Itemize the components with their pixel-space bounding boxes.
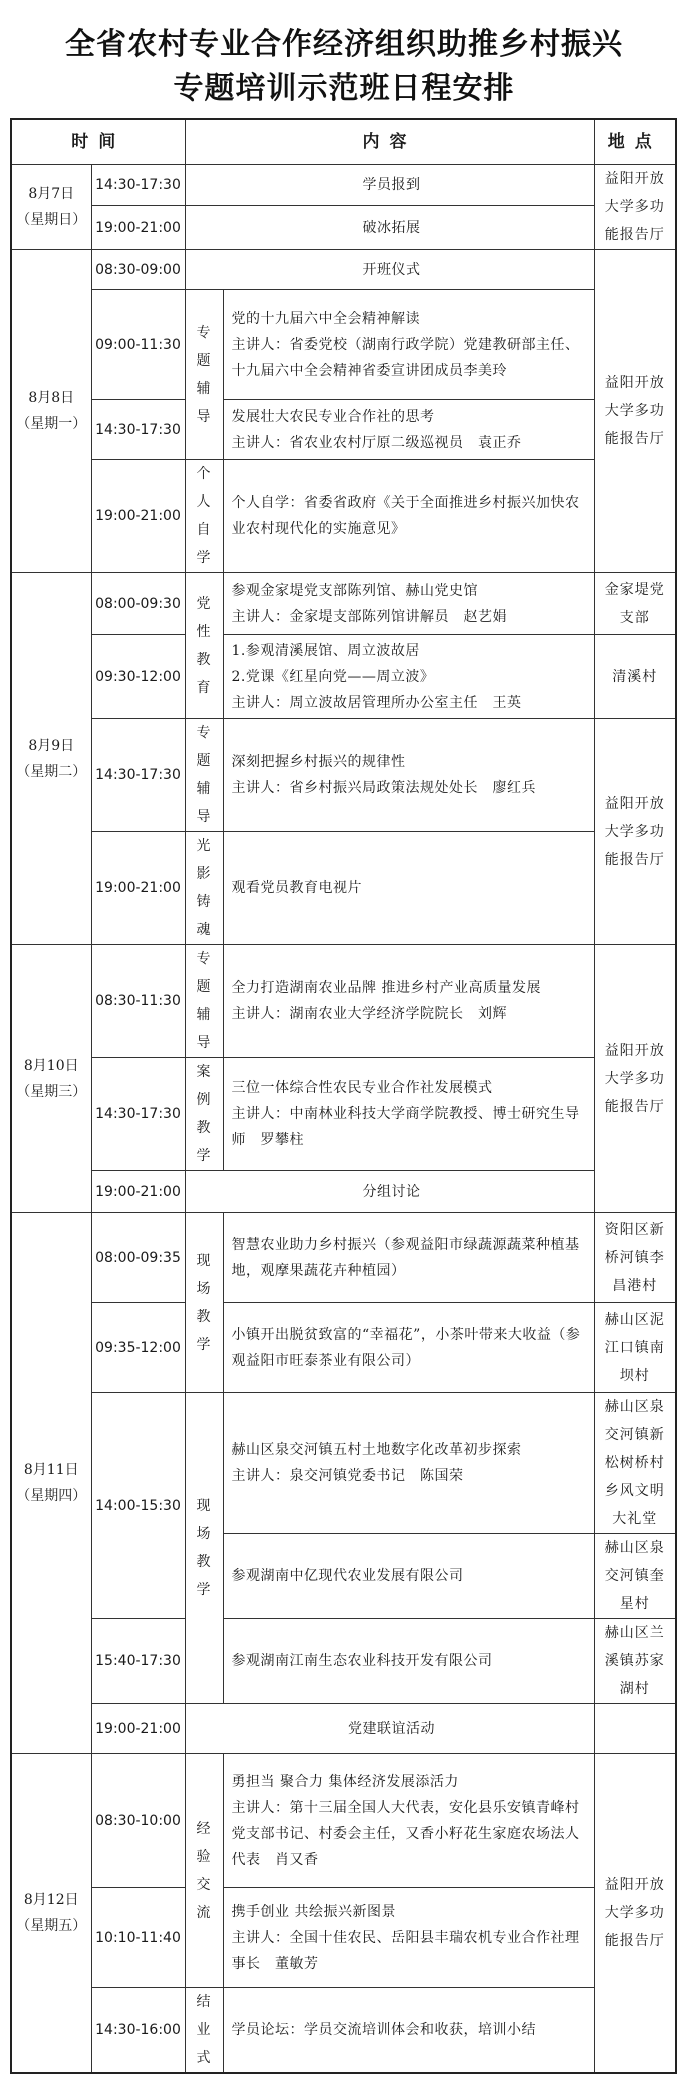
session-content [185,1704,594,1754]
content-line: 全力打造湖南农业品牌 推进乡村产业高质量发展 [231,980,541,996]
content-line: 个人自学：省委省政府《关于全面推进乡村振兴加快农业农村现代化的实施意见》 [231,495,580,537]
table-row [11,206,676,250]
session-content [185,1171,594,1213]
content-line: 主讲人：周立波故居管理所办公室主任 王英 [231,694,522,711]
session-content [223,573,594,635]
content-line: 主讲人：全国十佳农民、岳阳县丰瑞农机专业合作社理事长 董敏芳 [231,1929,580,1972]
session-category: 现场教学 [185,1213,223,1393]
content-line: 分组讨论 [362,1183,421,1200]
session-time: 14:00-15:30 [91,1393,185,1619]
content-line: 参观金家堤党支部陈列馆、赫山党史馆 [231,582,478,599]
session-time: 08:30-11:30 [91,945,185,1058]
session-time: 10:10-11:40 [91,1888,185,1988]
session-time: 09:30-12:00 [91,635,185,719]
table-row [11,1754,676,1888]
content-line: 主讲人：湖南农业大学经济学院院长 刘辉 [231,1006,507,1022]
session-category: 专题辅导 [185,945,223,1058]
page-title: 全省农村专业合作经济组织助推乡村振兴 [65,27,623,62]
day-weekday: （星期三） [16,1083,87,1100]
session-content [185,165,594,206]
schedule-table [10,118,677,2074]
day-cell [11,945,91,1213]
content-line: 主讲人：第十三届全国人大代表，安化县乐安镇青峰村党支部书记、村委会主任，又香小籽花生家庭农场法人代表 肖又香 [231,1799,580,1868]
table-row [11,1213,676,1303]
content-line: 破冰拓展 [362,219,421,236]
page-subtitle: 专题培训示范班日程安排 [173,71,515,106]
day-date: 8月9日 [28,737,75,754]
content-line: 三位一体综合性农民专业合作社发展模式 [231,1080,493,1096]
content-line: 学员论坛：学员交流培训体会和收获，培训小结 [231,2022,536,2038]
session-time: 19:00-21:00 [91,1704,185,1754]
content-line: 主讲人：省乡村振兴局政策法规处处长 廖红兵 [231,780,536,796]
session-content [223,1534,594,1619]
table-row [11,719,676,832]
session-location: 金家堤党支部 [594,573,676,635]
content-line: 2.党课《红星向党——周立波》 [231,668,435,685]
content-line: 党建联谊活动 [348,1720,435,1737]
session-content [223,1393,594,1534]
content-line: 1.参观清溪展馆、周立波故居 [231,642,420,659]
table-row [11,1704,676,1754]
session-category: 党性教育 [185,573,223,719]
table-row [11,1393,676,1534]
table-row [11,290,676,400]
session-time: 08:30-10:00 [91,1754,185,1888]
content-line: 携手创业 共绘振兴新图景 [231,1903,396,1920]
day-weekday: （星期五） [16,1918,87,1934]
content-line: 主讲人：省委党校（湖南行政学院）党建教研部主任、十九届六中全会精神省委宣讲团成员李美玲 [231,336,580,379]
session-time: 19:00-21:00 [91,1171,185,1213]
header-location: 地点 [594,119,676,165]
content-line: 参观湖南中亿现代农业发展有限公司 [231,1568,464,1584]
content-line: 参观湖南江南生态农业科技开发有限公司 [231,1653,493,1669]
session-content [223,1303,594,1393]
content-line: 主讲人：金家堤支部陈列馆讲解员 赵艺娟 [231,608,507,625]
session-time: 08:30-09:00 [91,250,185,290]
content-line: 深刻把握乡村振兴的规律性 [231,754,406,770]
session-location-empty [594,1704,676,1754]
session-content [223,1888,594,1988]
session-content [223,1619,594,1704]
session-time: 08:00-09:35 [91,1213,185,1303]
table-row [11,635,676,719]
day-weekday: （星期二） [16,763,87,780]
content-line: 学员报到 [362,177,421,194]
table-row [11,573,676,635]
table-row [11,945,676,1058]
content-line: 党的十九届六中全会精神解读 [231,310,420,327]
day-date: 8月12日 [23,1892,79,1908]
session-time: 19:00-21:00 [91,206,185,250]
day-date: 8月11日 [23,1462,79,1478]
table-row [11,250,676,290]
table-row [11,460,676,573]
session-location: 资阳区新桥河镇李昌港村 [594,1213,676,1303]
session-location: 清溪村 [594,635,676,719]
session-content [223,1213,594,1303]
day-date: 8月7日 [28,186,75,202]
session-time: 08:00-09:30 [91,573,185,635]
table-row [11,1058,676,1171]
session-content [223,832,594,945]
session-time: 09:35-12:00 [91,1303,185,1393]
session-location: 益阳开放大学多功能报告厅 [594,945,676,1213]
session-location: 益阳开放大学多功能报告厅 [594,719,676,945]
table-row [11,400,676,460]
session-location: 益阳开放大学多功能报告厅 [594,250,676,573]
day-weekday: （星期日） [16,212,87,228]
session-location: 赫山区兰溪镇苏家湖村 [594,1619,676,1704]
session-content [223,400,594,460]
session-time: 14:30-17:30 [91,400,185,460]
table-header-row [11,119,676,165]
session-content [223,290,594,400]
table-row [11,1303,676,1393]
day-cell [11,573,91,945]
session-content [185,250,594,290]
session-content [223,635,594,719]
day-cell [11,1754,91,2074]
content-line: 主讲人：省农业农村厅原二级巡视员 袁正乔 [231,434,522,451]
session-location: 赫山区泉交河镇新松树桥村乡风文明大礼堂 [594,1393,676,1534]
content-line: 主讲人：中南林业科技大学商学院教授、博士研究生导师 罗攀柱 [231,1106,580,1148]
table-row [11,1619,676,1704]
table-row [11,165,676,206]
header-time: 时间 [11,119,185,165]
session-location: 益阳开放大学多功能报告厅 [594,1754,676,2074]
day-date: 8月10日 [23,1057,79,1074]
content-line: 发展壮大农民专业合作社的思考 [231,408,435,425]
session-time: 14:30-17:30 [91,719,185,832]
session-content [185,206,594,250]
content-line: 赫山区泉交河镇五村土地数字化改革初步探索 [231,1442,522,1458]
content-line: 小镇开出脱贫致富的“幸福花”，小茶叶带来大收益（参观益阳市旺泰茶业有限公司） [231,1326,581,1369]
day-weekday: （星期四） [16,1488,87,1504]
day-cell [11,1213,91,1754]
session-category: 光影铸魂 [185,832,223,945]
session-content [223,1058,594,1171]
session-category: 专题辅导 [185,719,223,832]
session-time: 09:00-11:30 [91,290,185,400]
session-content [223,460,594,573]
session-time: 15:40-17:30 [91,1619,185,1704]
session-category: 个人自学 [185,460,223,573]
content-line: 开班仪式 [362,261,421,278]
day-weekday: （星期一） [16,416,87,432]
session-category: 案例教学 [185,1058,223,1171]
session-category: 经验交流 [185,1754,223,1988]
day-cell [11,250,91,573]
session-time: 19:00-21:00 [91,460,185,573]
content-line: 智慧农业助力乡村振兴（参观益阳市绿蔬源蔬菜种植基地，观摩果蔬花卉种植园） [231,1236,580,1279]
session-content [223,719,594,832]
table-row [11,832,676,945]
table-row [11,1171,676,1213]
table-row [11,1888,676,1988]
session-location: 赫山区泉交河镇奎星村 [594,1534,676,1619]
day-cell [11,165,91,250]
session-time: 14:30-17:30 [91,1058,185,1171]
session-content [223,945,594,1058]
session-category: 专题辅导 [185,290,223,460]
session-location: 赫山区泥江口镇南坝村 [594,1303,676,1393]
session-category: 结业式 [185,1988,223,2074]
session-location: 益阳开放大学多功能报告厅 [594,165,676,250]
session-content [223,1988,594,2074]
session-time: 14:30-16:00 [91,1988,185,2074]
day-date: 8月8日 [28,390,75,406]
table-row [11,1988,676,2074]
session-time: 19:00-21:00 [91,832,185,945]
session-time: 14:30-17:30 [91,165,185,206]
content-line: 勇担当 聚合力 集体经济发展添活力 [231,1773,459,1790]
session-category: 现场教学 [185,1393,223,1704]
header-content: 内容 [185,119,594,165]
content-line: 观看党员教育电视片 [231,880,362,896]
session-content [223,1754,594,1888]
content-line: 主讲人：泉交河镇党委书记 陈国荣 [231,1468,464,1484]
